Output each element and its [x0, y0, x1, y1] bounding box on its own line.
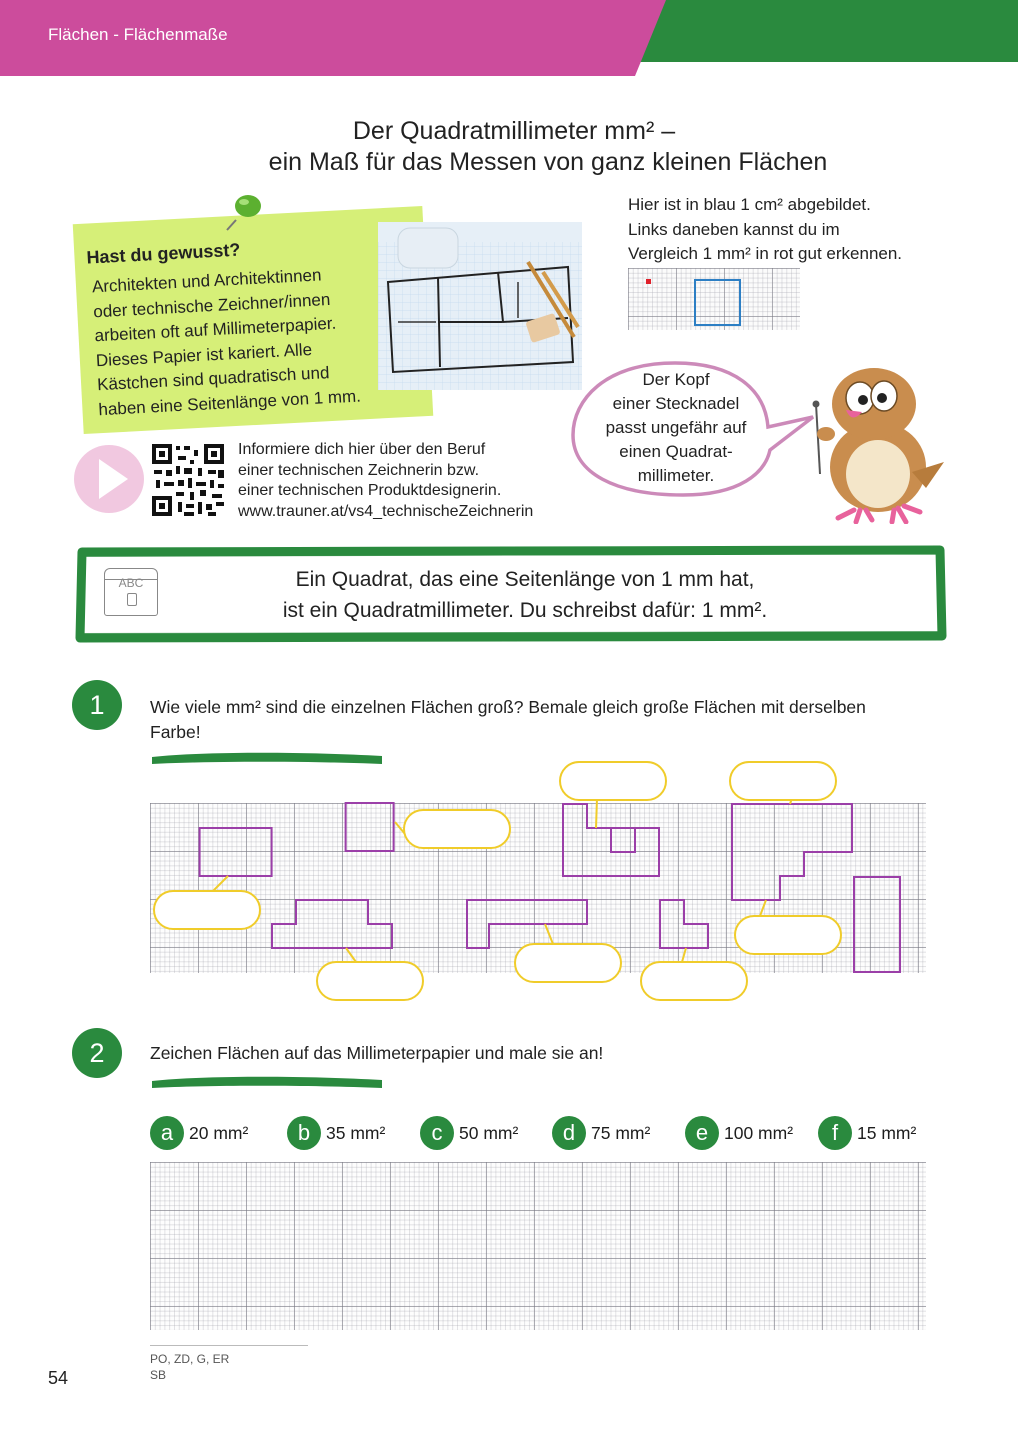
one-mm-square	[646, 279, 651, 284]
task1-number: 1	[72, 680, 122, 730]
letter-a: a	[150, 1116, 184, 1150]
letter-b: b	[287, 1116, 321, 1150]
answer-bubble[interactable]	[559, 761, 667, 801]
task2-number: 2	[72, 1028, 122, 1078]
answer-bubble[interactable]	[514, 943, 622, 983]
one-cm-square	[694, 279, 741, 326]
competency-codes: PO, ZD, G, ER SB	[150, 1352, 230, 1382]
push-pin-icon	[222, 190, 270, 232]
answer-bubble[interactable]	[640, 961, 748, 1001]
footer-divider	[150, 1345, 308, 1346]
letter-f: f	[818, 1116, 852, 1150]
speech-bubble-text: Der Kopf einer Stecknadel passt ungefähr auf einen Quadrat- millimeter.	[605, 370, 747, 485]
task2-instruction: Zeichen Flächen auf das Millimeterpapier und male sie an!	[150, 1043, 604, 1063]
play-video-icon[interactable]	[72, 442, 146, 516]
answer-bubble[interactable]	[734, 915, 842, 955]
task2-mm-paper[interactable]	[150, 1162, 926, 1330]
technical-drawing-photo	[378, 222, 582, 390]
letter-d: d	[552, 1116, 586, 1150]
answer-bubble[interactable]	[403, 809, 511, 849]
owl-mascot	[808, 362, 950, 524]
video-link-text: Informiere dich hier über den Beruf einer technischen Zeichnerin bzw. einer technischen Produktdesignerin. www.trauner.at/vs4_technischeZeichnerin	[238, 440, 533, 522]
section-title: Flächen - Flächenmaße	[48, 25, 228, 44]
rule-text: Ein Quadrat, das eine Seitenlänge von 1 mm hat, ist ein Quadratmillimeter. Du schreibst dafür: 1 mm².	[282, 568, 768, 622]
answer-bubble[interactable]	[316, 961, 424, 1001]
letter-e: e	[685, 1116, 719, 1150]
task1-instruction: Wie viele mm² sind die einzelnen Flächen groß? Bemale gleich große Flächen mit derselben Farbe!	[150, 697, 866, 742]
comparison-text: Hier ist in blau 1 cm² abgebildet. Links daneben kannst du im Vergleich 1 mm² in rot gut erkennen.	[628, 195, 903, 263]
qr-code[interactable]	[150, 442, 226, 518]
page-number: 54	[48, 1368, 69, 1388]
page-title: Der Quadratmillimeter mm² – ein Maß für das Messen von ganz kleinen Flächen	[268, 117, 828, 176]
video-url-link[interactable]: www.trauner.at/vs4_technischeZeichnerin	[238, 502, 534, 520]
info-note-text: Architekten und Architektinnen oder technische Zeichner/innen arbeiten oft auf Millimeterpapier. Dieses Papier ist kariert. Alle Kästchen sind quadratisch und haben eine Seitenlänge von 1 mm.	[91, 265, 362, 419]
task2-underline	[150, 1072, 386, 1090]
answer-bubble[interactable]	[153, 890, 261, 930]
task1-underline	[150, 748, 386, 766]
answer-bubble[interactable]	[729, 761, 837, 801]
abc-chest-icon: ABC	[104, 568, 158, 616]
info-note-heading: Hast du gewusst?	[85, 239, 241, 268]
letter-c: c	[420, 1116, 454, 1150]
